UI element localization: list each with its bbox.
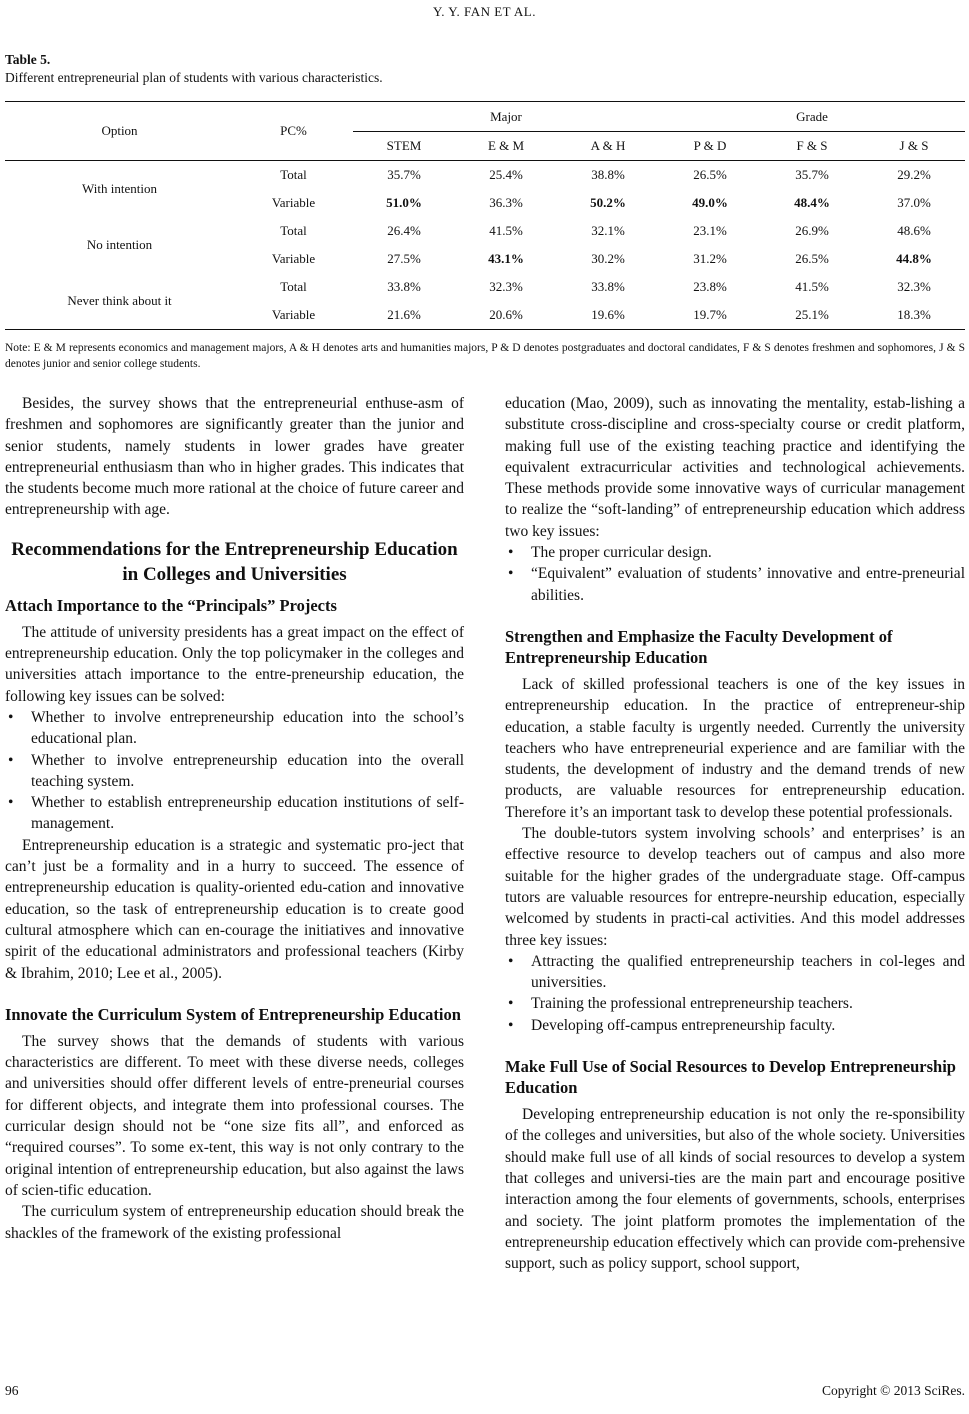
value-cell: 29.2% [897, 167, 931, 182]
bullet-item: • Whether to establish entrepreneurship education institutions of self-management. [5, 792, 464, 835]
table-header-row [5, 102, 965, 132]
paragraph: education (Mao, 2009), such as innovating the mentality, estab-lishing a substitute cross-discipline and cross-specialty course or credit platform, making full use of the existing teaching practice and identifying the equivalent extracurricular activities and technological achievements. These methods provide some innovative ways of curricular management to realize the “soft-landing” of entrepreneurship education which address two key issues: [505, 395, 965, 540]
pc-cell: Total [280, 279, 307, 294]
paragraph: Lack of skilled professional teachers is one of the key issues in entrepreneurship education. In the practice of entrepreneur-ship education, a stable faculty is urgently needed. Currently the university teachers who have entrepreneurial experience and are familiar with the students, the development of industry and the demand trends of new products, are valuable resources for entrepreneurship education. Therefore it’s an important task to develop these potential professionals. [505, 675, 965, 821]
right-column [505, 393, 965, 1274]
option-cell: No intention [86, 237, 153, 252]
paragraph: Developing entrepreneurship education is not only the re-sponsibility of the colleges and universities, but also of the whole society. Universities should make full use of all kinds of social resources to develop a system that colleges and universi-ties are the main part and encourage positive interaction among the four elements of governments, schools, enterprises and society. The joint platform promotes the implementation of the entrepreneurship education effectively which can provide com-prehensive support, such as policy support, school support, [505, 1106, 965, 1273]
table-caption-text: Different entrepreneurial plan of students with various characteristics. [5, 70, 383, 85]
header-col: A & H [557, 132, 659, 161]
value-cell: 48.4% [794, 195, 830, 210]
value-cell: 19.6% [557, 301, 659, 330]
table-row [5, 217, 965, 245]
paragraph: The survey shows that the demands of students with various characteristics are different. To meet with these diverse needs, colleges and universities should offer different levels of entre-preneurial courses for different objects, and integrate them into professional courses. The curricular design should not be “one size fits all”, and enforced as “required courses”. To some ex-tent, this way is not only contrary to the original intention of entrepreneurship education, but also against the laws of scien-tific education. [5, 1032, 464, 1199]
value-cell: 41.5% [489, 223, 523, 238]
value-cell: 44.8% [896, 251, 932, 266]
value-cell: 32.3% [897, 279, 931, 294]
bullet-item: • Developing off-campus entrepreneurship faculty. [505, 1015, 965, 1036]
paragraph: The attitude of university presidents has a great impact on the effect of entrepreneurship education. Only the top policymaker in the colleges and universities attach importance to the entre-preneurship education, the following key issues can be solved: [5, 623, 464, 705]
header-major: Major [353, 102, 659, 132]
value-cell: 32.1% [591, 223, 625, 238]
left-column [5, 393, 464, 1244]
header-option: Option [5, 102, 234, 161]
subsection-heading: Innovate the Curriculum System of Entrepreneurship Education [5, 1004, 461, 1024]
value-cell: 33.8% [591, 279, 625, 294]
value-cell: 25.4% [489, 167, 523, 182]
running-head: Y. Y. FAN ET AL. [433, 4, 536, 19]
value-cell: 49.0% [692, 195, 728, 210]
value-cell: 32.3% [489, 279, 523, 294]
page-number: 96 [5, 1383, 19, 1398]
value-cell: 41.5% [795, 279, 829, 294]
header-col: P & D [659, 132, 761, 161]
value-cell: 33.8% [387, 279, 421, 294]
bullet-item: • Whether to involve entrepreneurship education into the overall teaching system. [5, 750, 464, 793]
header-col: E & M [455, 132, 557, 161]
value-cell: 26.5% [693, 167, 727, 182]
subsection-heading: Strengthen and Emphasize the Faculty Development of Entrepreneurship Education [505, 626, 893, 667]
table-label: Table 5. [5, 52, 51, 67]
value-cell: 23.8% [693, 279, 727, 294]
table-row [5, 273, 965, 301]
value-cell: 26.5% [795, 251, 829, 266]
pc-cell: Total [280, 167, 307, 182]
bullet-item: • The proper curricular design. [505, 542, 965, 563]
value-cell: 35.7% [387, 167, 421, 182]
value-cell: 23.1% [693, 223, 727, 238]
value-cell: 43.1% [488, 251, 524, 266]
subsection-heading: Make Full Use of Social Resources to Develop Entrepreneurship Education [505, 1057, 956, 1098]
section-title: Recommendations for the Entrepreneurship Education in Colleges and Universities [11, 538, 458, 585]
value-cell: 20.6% [455, 301, 557, 330]
table-row [5, 161, 965, 190]
option-cell: Never think about it [5, 273, 234, 330]
value-cell: 25.1% [761, 301, 863, 330]
option-cell: With intention [82, 181, 157, 196]
value-cell: 38.8% [591, 167, 625, 182]
pc-cell: Variable [271, 251, 316, 266]
value-cell: 26.4% [387, 223, 421, 238]
value-cell: 35.7% [795, 167, 829, 182]
value-cell: 36.3% [489, 195, 523, 210]
data-table [5, 101, 965, 330]
paragraph: Entrepreneurship education is a strategic and systematic pro-ject that can’t just be a formality and in a hurry to succeed. The essence of entrepreneurship education is quality-oriented edu-cation and innovative education, so the task of entrepreneurship education is to create good cultural atmosphere which can en-courage the initiatives and innovative spirit of the educational administrators and professional teachers (Kirby & Ibrahim, 2010; Lee et al., 2005). [5, 836, 464, 982]
value-cell: 37.0% [897, 195, 931, 210]
bullet-list [505, 951, 965, 1036]
value-cell: 50.2% [590, 195, 626, 210]
bullet-item: • Whether to involve entrepreneurship education into the school’s educational plan. [5, 707, 464, 750]
value-cell: 30.2% [591, 251, 625, 266]
bullet-item: • Training the professional entrepreneurship teachers. [505, 993, 965, 1014]
value-cell: 31.2% [693, 251, 727, 266]
bullet-list [505, 542, 965, 606]
pc-cell: Variable [271, 195, 316, 210]
pc-cell: Variable [234, 301, 353, 330]
header-grade: Grade [659, 102, 965, 132]
subsection-heading: Attach Importance to the “Principals” Projects [5, 595, 337, 615]
value-cell: 48.6% [897, 223, 931, 238]
paragraph: Besides, the survey shows that the entrepreneurial enthuse-asm of freshmen and sophomores are significantly greater than the junior and senior students, namely students in lower grades have greater entrepreneurial enthusiasm than who in higher grades. This indicates that the students become much more rational at the choice of future career and entrepreneurship with age. [5, 395, 464, 519]
copyright: Copyright © 2013 SciRes. [821, 1383, 965, 1398]
value-cell: 26.9% [795, 223, 829, 238]
paragraph: The double-tutors system involving schools’ and enterprises’ is an effective resource to develop teachers out of campus and also more suitable for the higher grades of the undergraduate stage. Off-campus tutors are valuable resources for entrepre-neurship education, especially welcomed by students in practi-cal activities. And this model addresses three key issues: [505, 825, 965, 949]
table-caption [5, 51, 383, 87]
value-cell: 51.0% [386, 195, 422, 210]
bullet-list [5, 707, 464, 835]
header-col: J & S [863, 132, 965, 161]
value-cell: 27.5% [387, 251, 421, 266]
bullet-item: • Attracting the qualified entrepreneurship teachers in col-leges and universities. [505, 951, 965, 994]
pc-cell: Total [280, 223, 307, 238]
value-cell: 19.7% [659, 301, 761, 330]
bullet-item: • “Equivalent” evaluation of students’ innovative and entre-preneurial abilities. [505, 563, 965, 606]
value-cell: 21.6% [353, 301, 455, 330]
header-col: F & S [761, 132, 863, 161]
header-pc: PC% [234, 102, 353, 161]
table-note: Note: E & M represents economics and management majors, A & H denotes arts and humanities majors, P & D denotes postgraduates and doctoral candidates, F & S denotes freshmen and sophomores, J & S denotes junior and senior college students. [5, 342, 965, 370]
paragraph: The curriculum system of entrepreneurship education should break the shackles of the framework of the existing professional [5, 1203, 464, 1242]
header-col: STEM [353, 132, 455, 161]
value-cell: 18.3% [863, 301, 965, 330]
